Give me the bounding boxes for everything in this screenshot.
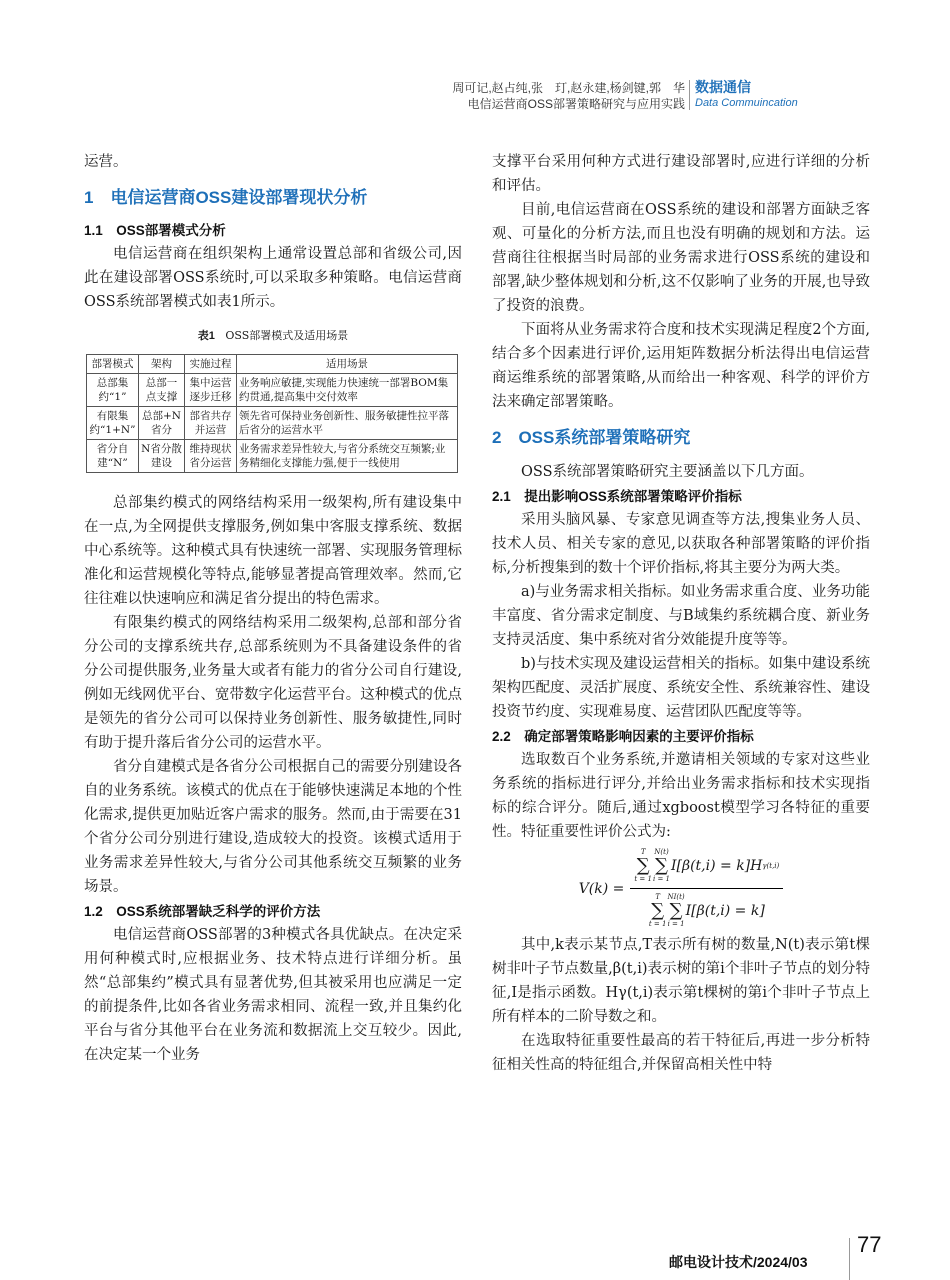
formula-numerator-body: I[β(t,i) = k]H: [671, 858, 763, 874]
paragraph: OSS系统部署策略研究主要涵盖以下几方面。: [521, 464, 814, 480]
table-cell: 业务需求差异性较大,与省分系统交互频繁;业务精细化支撑能力强,便于一线使用: [237, 440, 458, 473]
paragraph: 运营。: [84, 154, 128, 170]
table-row: [87, 374, 458, 407]
table-header-cell: 部署模式: [87, 355, 139, 374]
header-divider: [689, 80, 690, 110]
table-cell: N省分散建设: [139, 440, 185, 473]
table-row: [87, 407, 458, 440]
subsection-heading-1-1: 1.1 OSS部署模式分析: [84, 223, 226, 238]
footer-divider: [849, 1238, 850, 1280]
section-heading-1: 1 电信运营商OSS建设部署现状分析: [84, 188, 368, 207]
section-heading-2: 2 OSS系统部署策略研究: [492, 428, 691, 447]
subsection-heading-1-2: 1.2 OSS系统部署缺乏科学的评价方法: [84, 904, 321, 919]
sum-symbol: N(t) ∑ i = 1: [652, 848, 670, 883]
paragraph: 在选取特征重要性最高的若干特征后,再进一步分析特征相关性高的特征组合,并保留高相关性中特: [492, 1033, 870, 1073]
subsection-heading-2-2: 2.2 确定部署策略影响因素的主要评价指标: [492, 729, 754, 744]
table-row: [87, 440, 458, 473]
page-number: 77: [857, 1232, 882, 1257]
table-header-row: [87, 355, 458, 374]
formula-numerator: [630, 848, 783, 889]
table-cell: 领先省可保持业务创新性、服务敏捷性拉平落后省分的运营水平: [237, 407, 458, 440]
deployment-mode-table: [86, 354, 458, 473]
header-subtitle: 电信运营商OSS部署策略研究与应用实践: [467, 97, 685, 111]
paragraph: 采用头脑风暴、专家意见调查等方法,搜集业务人员、技术人员、相关专家的意见,以获取各种部署策略的评价指标,分析搜集到的数十个评价指标,将其主要分为两大类。: [492, 512, 870, 576]
journal-name-en: Data Commuincation: [695, 97, 798, 109]
paragraph: 下面将从业务需求符合度和技术实现满足程度2个方面,结合多个因素进行评价,运用矩阵数据分析法得出电信运营商运维系统的部署策略,从而给出一种客观、科学的评价方法来确定部署策略。: [492, 322, 870, 410]
feature-importance-formula: [492, 848, 870, 929]
table-cell: 集中运营逐步迁移: [185, 374, 237, 407]
table-header-cell: 实施过程: [185, 355, 237, 374]
formula-denominator-body: I[β(t,i) = k]: [685, 903, 765, 919]
formula-fraction: [630, 848, 783, 929]
table-cell: 总部一点支撑: [139, 374, 185, 407]
sum-symbol: T ∑ t = 1: [634, 848, 652, 883]
formula-lhs: V(k) =: [578, 880, 625, 897]
header-authors: 周可记,赵占纯,张 玎,赵永建,杨剑键,郭 华: [452, 81, 685, 95]
paragraph: 支撑平台采用何种方式进行建设部署时,应进行详细的分析和评估。: [492, 154, 870, 194]
table-cell: 总部集约“1”: [87, 374, 139, 407]
table-header-cell: 架构: [139, 355, 185, 374]
paragraph: 目前,电信运营商在OSS系统的建设和部署方面缺乏客观、可量化的分析方法,而且也没有明确的规划和方法。运营商往往根据当时局部的业务需求进行OSS系统的建设和部署,缺少整体规划和分析,这不仅影响了业务的开展,也导致了投资的浪费。: [492, 202, 870, 314]
table-cell: 总部+N省分: [139, 407, 185, 440]
header-journal: [695, 78, 798, 110]
table-cell: 有限集约“1+N”: [87, 407, 139, 440]
left-column: [84, 150, 462, 1067]
table-title: OSS部署模式及适用场景: [225, 329, 349, 342]
table-cell: 部省共存并运营: [185, 407, 237, 440]
table-cell: 业务响应敏捷,实现能力快速统一部署BOM集约贯通,提高集中交付效率: [237, 374, 458, 407]
paragraph: 有限集约模式的网络结构采用二级架构,总部和部分省分公司的支撑系统共存,总部系统则为不具备建设条件的省分公司提供服务,业务量大或者有能力的省分公司自行建设,例如无线网优平台、宽带数字化运营平台。这种模式的优点是领先的省分公司可以保持业务创新性、服务敏捷性,同时有助于提升落后省分公司的运营水平。: [84, 615, 462, 751]
paragraph: 选取数百个业务系统,并邀请相关领域的专家对这些业务系统的指标进行评分,并给出业务需求指标和技术实现指标的综合评分。随后,通过xgboost模型学习各特征的重要性。特征重要性评价公式为:: [492, 752, 870, 840]
table-cell: 省分自建“N”: [87, 440, 139, 473]
table-header-cell: 适用场景: [237, 355, 458, 374]
paragraph: 总部集约模式的网络结构采用一级架构,所有建设集中在一点,为全网提供支撑服务,例如集中客服支撑系统、数据中心系统等。这种模式具有快速统一部署、实现服务管理标准化和运营规模化等特点,能够显著提高管理效率。然而,它往往难以快速响应和满足省分提出的特色需求。: [84, 495, 462, 607]
paragraph: a)与业务需求相关指标。如业务需求重合度、业务功能丰富度、省分需求定制度、与B域集约系统耦合度、新业务支持灵活度、集中系统对省分效能提升度等等。: [492, 584, 870, 648]
paragraph: 省分自建模式是各省分公司根据自己的需要分别建设各自的业务系统。该模式的优点在于能够快速满足本地的个性化需求,提供更加贴近客户需求的服务。然而,由于需要在31个省分公司分别进行建设,造成较大的投资。该模式适用于业务需求差异性较大,与省分公司其他系统交互频繁的业务场景。: [84, 759, 462, 895]
running-header-authors: [452, 80, 685, 112]
table-cell: 维持现状省分运营: [185, 440, 237, 473]
formula-denominator: [645, 889, 769, 929]
subsection-heading-2-1: 2.1 提出影响OSS系统部署策略评价指标: [492, 489, 742, 504]
sum-symbol: NI(t) ∑ i = 1: [667, 893, 685, 928]
table-label: 表1: [197, 330, 215, 342]
footer-journal: 邮电设计技术/2024/03: [669, 1254, 808, 1270]
formula-subscript: γ(t,i): [762, 862, 780, 870]
sum-symbol: T ∑ t = 1: [648, 893, 667, 928]
paragraph: 其中,k表示某节点,T表示所有树的数量,N(t)表示第t棵树非叶子节点数量,β(t,i)表示树的第i个非叶子节点的划分特征,I是指示函数。Hγ(t,i)表示第t棵树的第i个非叶子节点上所有样本的二阶导数之和。: [492, 937, 870, 1025]
right-column: [492, 150, 870, 1077]
table-caption: [84, 328, 462, 344]
paragraph: 电信运营商OSS部署的3种模式各具优缺点。在决定采用何种模式时,应根据业务、技术特点进行详细分析。虽然“总部集约”模式具有显著优势,但其被采用也应满足一定的前提条件,比如各省业务需求相同、流程一致,并且集约化平台与省分其他平台在业务流和数据流上交互较少。因此,在决定某一个业务: [84, 927, 462, 1063]
journal-name-cn: 数据通信: [695, 79, 751, 95]
paragraph: b)与技术实现及建设运营相关的指标。如集中建设系统架构匹配度、灵活扩展度、系统安全性、系统兼容性、建设投资节约度、实现难易度、运营团队匹配度等等。: [492, 656, 870, 720]
paragraph: 电信运营商在组织架构上通常设置总部和省级公司,因此在建设部署OSS系统时,可以采取多种策略。电信运营商OSS系统部署模式如表1所示。: [84, 246, 462, 310]
